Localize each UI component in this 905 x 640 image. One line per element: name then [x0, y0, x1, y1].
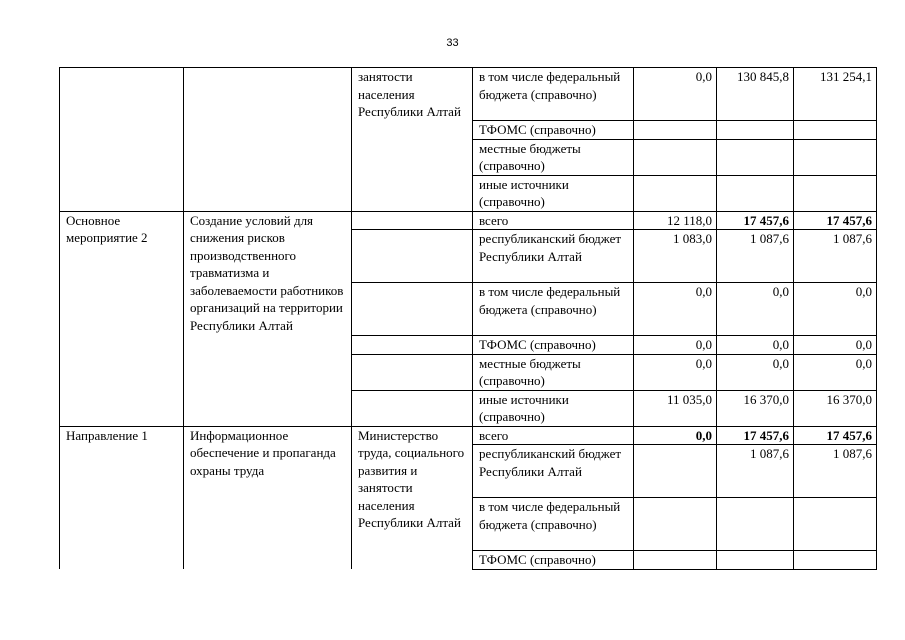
value-cell: 16 370,0 [794, 390, 877, 426]
funding-source: в том числе федеральный бюджета (справочно) [473, 68, 634, 121]
value-cell [634, 551, 717, 570]
value-cell [794, 121, 877, 140]
funding-source: иные источники (справочно) [473, 175, 634, 211]
value-cell: 1 083,0 [634, 230, 717, 283]
value-cell: 0,0 [717, 336, 794, 355]
value-cell [717, 551, 794, 570]
executor-cell: Министерство труда, социального развития и занятости населения Республики Алтай [352, 426, 473, 569]
description-cell: Создание условий для снижения рисков производственного травматизма и заболеваемости работников организаций на территории Республики Алтай [184, 211, 352, 426]
funding-source: всего [473, 211, 634, 230]
value-cell: 131 254,1 [794, 68, 877, 121]
funding-source: местные бюджеты (справочно) [473, 354, 634, 390]
funding-source: в том числе федеральный бюджета (справочно) [473, 283, 634, 336]
value-cell: 11 035,0 [634, 390, 717, 426]
value-cell [717, 498, 794, 551]
funding-source: ТФОМС (справочно) [473, 336, 634, 355]
table-row [60, 426, 877, 445]
value-cell: 0,0 [794, 283, 877, 336]
value-cell: 17 457,6 [717, 426, 794, 445]
funding-source: республиканский бюджет Республики Алтай [473, 445, 634, 498]
value-cell [794, 139, 877, 175]
value-cell [634, 121, 717, 140]
funding-source: иные источники (справочно) [473, 390, 634, 426]
value-cell: 1 087,6 [717, 230, 794, 283]
funding-source: ТФОМС (справочно) [473, 121, 634, 140]
funding-source: в том числе федеральный бюджета (справочно) [473, 498, 634, 551]
value-cell [634, 498, 717, 551]
value-cell [634, 139, 717, 175]
value-cell: 0,0 [634, 354, 717, 390]
value-cell [794, 551, 877, 570]
table-row [60, 211, 877, 230]
value-cell: 0,0 [634, 426, 717, 445]
value-cell [794, 498, 877, 551]
value-cell: 130 845,8 [717, 68, 794, 121]
page-number: 33 [446, 37, 459, 49]
name-cell: Направление 1 [60, 426, 184, 569]
executor-cell [352, 283, 473, 336]
value-cell [717, 175, 794, 211]
executor-cell [352, 390, 473, 426]
value-cell: 0,0 [634, 68, 717, 121]
value-cell: 17 457,6 [794, 211, 877, 230]
description-cell [184, 68, 352, 212]
value-cell: 0,0 [717, 283, 794, 336]
executor-cell [352, 211, 473, 230]
executor-cell [352, 230, 473, 283]
funding-source: ТФОМС (справочно) [473, 551, 634, 570]
value-cell: 12 118,0 [634, 211, 717, 230]
value-cell: 16 370,0 [717, 390, 794, 426]
table-row [60, 68, 877, 121]
value-cell: 1 087,6 [717, 445, 794, 498]
funding-source: местные бюджеты (справочно) [473, 139, 634, 175]
value-cell: 17 457,6 [717, 211, 794, 230]
description-cell: Информационное обеспечение и пропаганда охраны труда [184, 426, 352, 569]
value-cell [717, 121, 794, 140]
name-cell: Основное мероприятие 2 [60, 211, 184, 426]
value-cell [634, 175, 717, 211]
value-cell: 1 087,6 [794, 445, 877, 498]
executor-cell [352, 336, 473, 355]
value-cell: 0,0 [717, 354, 794, 390]
value-cell [717, 139, 794, 175]
funding-source: республиканский бюджет Республики Алтай [473, 230, 634, 283]
value-cell: 0,0 [794, 354, 877, 390]
funding-source: всего [473, 426, 634, 445]
value-cell: 0,0 [634, 336, 717, 355]
value-cell: 1 087,6 [794, 230, 877, 283]
value-cell: 0,0 [634, 283, 717, 336]
executor-cell: занятости населения Республики Алтай [352, 68, 473, 212]
value-cell [794, 175, 877, 211]
budget-table [59, 67, 877, 570]
executor-cell [352, 354, 473, 390]
value-cell: 0,0 [794, 336, 877, 355]
value-cell: 17 457,6 [794, 426, 877, 445]
name-cell [60, 68, 184, 212]
value-cell [634, 445, 717, 498]
